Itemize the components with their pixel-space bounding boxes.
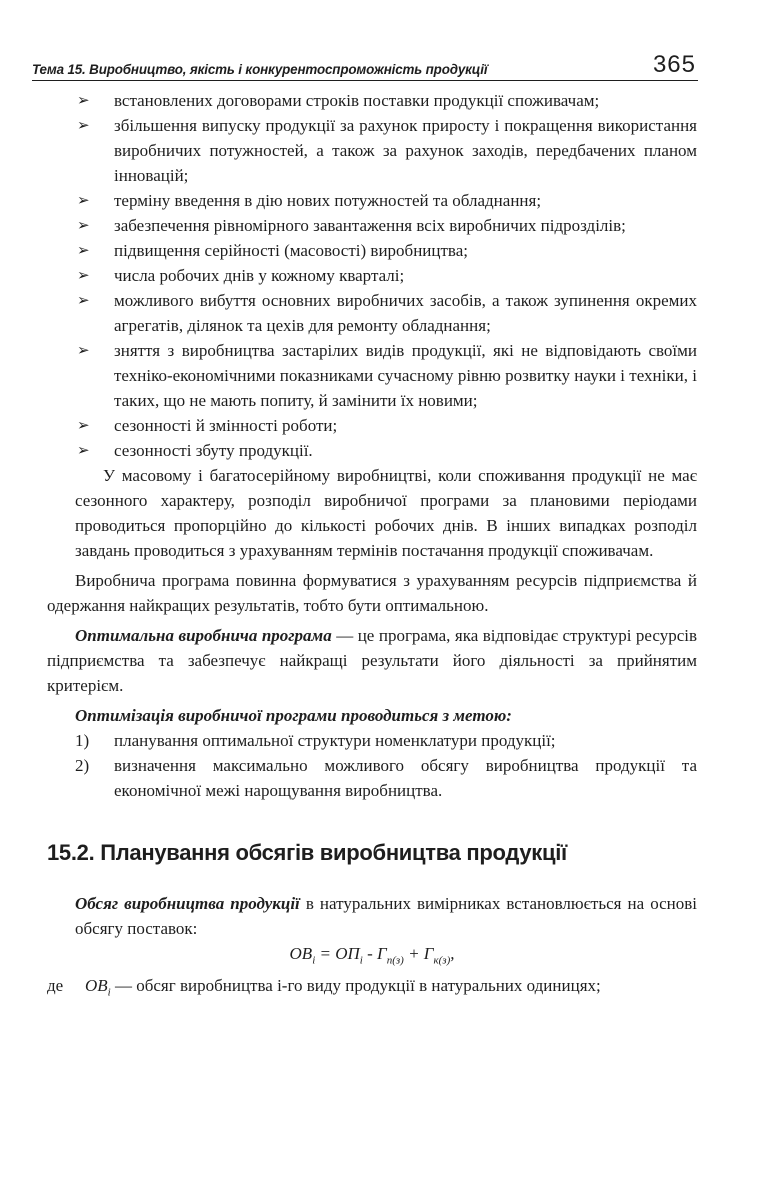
arrow-bullet-icon: ➢ bbox=[77, 341, 90, 359]
list-item: ➢ сезонності й змінності роботи; bbox=[75, 413, 697, 438]
arrow-bullet-icon: ➢ bbox=[77, 191, 90, 209]
definition-paragraph: Оптимальна виробнича програма — це програма, яка відповідає структурі ресурсів підприємства та забезпечує найкращі результати його діяльності за прийнятим критерієм. bbox=[47, 626, 698, 695]
arrow-bullet-icon: ➢ bbox=[77, 116, 90, 134]
list-item: ➢ зняття з виробництва застарілих видів продукції, які не відповідають своїми техніко-економічними показниками сучасному рівню розвитку науки і техніки, і таких, що не мають попиту, й замінити їх новими; bbox=[75, 338, 697, 413]
defined-term: Оптимальна виробнича програма bbox=[75, 626, 332, 645]
section-heading: 15.2. Планування обсягів виробництва продукції bbox=[47, 840, 567, 865]
arrow-bullet-icon: ➢ bbox=[77, 266, 90, 284]
arrow-bullet-icon: ➢ bbox=[77, 241, 90, 259]
running-header bbox=[32, 50, 698, 81]
numbered-item: 1) планування оптимальної структури номенклатури продукції; bbox=[75, 731, 556, 750]
numbered-item: 2) визначення максимально можливого обсягу виробництва продукції та економічної межі нарощування виробництва. bbox=[75, 756, 697, 800]
defined-term: Обсяг виробництва продукції bbox=[75, 894, 300, 913]
list-item: ➢ збільшення випуску продукції за рахунок приросту і покращення використання виробничих потужностей, а також за рахунок заходів, передбачених планом інновацій; bbox=[75, 113, 697, 188]
paragraph: У масовому і багатосерійному виробництві, коли споживання продукції не має сезонного характеру, розподіл виробничої програми за плановими періодами проводиться пропорційно до кількості робочих днів. В інших випадках розподіл завдань проводиться з урахуванням термінів постачання продукції споживачам. bbox=[75, 466, 697, 560]
arrow-bullet-icon: ➢ bbox=[77, 291, 90, 309]
list-item: ➢ підвищення серійності (масовості) виробництва; bbox=[75, 238, 697, 263]
formula: $ОВ_i = ОП_i - Г_{п(з)} + Г_{к(з)}$, bbox=[289, 944, 455, 967]
arrow-bullet-icon: ➢ bbox=[77, 416, 90, 434]
list-item: ➢ сезонності збуту продукції. bbox=[75, 438, 697, 463]
list-item: ➢ встановлених договорами строків поставки продукції споживачам; bbox=[75, 88, 697, 113]
arrow-bullet-icon: ➢ bbox=[77, 91, 90, 109]
list-item: ➢ можливого вибуття основних виробничих засобів, а також зупинення окремих агрегатів, ділянок та цехів для ремонту обладнання; bbox=[75, 288, 697, 338]
header-title: Тема 15. Виробництво, якість і конкурентоспроможність продукції bbox=[32, 62, 488, 77]
definition-paragraph: Обсяг виробництва продукції в натуральних вимірниках встановлюється на основі обсягу поставок: bbox=[75, 894, 698, 938]
page-number: 365 bbox=[652, 51, 696, 78]
paragraph: Виробнича програма повинна формуватися з урахуванням ресурсів підприємства й одержання найкращих результатів, тобто бути оптимальною. bbox=[47, 571, 697, 615]
list-item: ➢ терміну введення в дію нових потужностей та обладнання; bbox=[75, 188, 697, 213]
list-item: ➢ забезпечення рівномірного завантаження всіх виробничих підрозділів; bbox=[75, 213, 697, 238]
formula-legend: де $ОВ_i$ — обсяг виробництва i-го виду продукції в натуральних одиницях; bbox=[47, 976, 601, 999]
list-intro: Оптимізація виробничої програми проводиться з метою: bbox=[75, 706, 512, 725]
list-item: ➢ числа робочих днів у кожному кварталі; bbox=[75, 263, 697, 288]
arrow-bullet-icon: ➢ bbox=[77, 441, 90, 459]
page-body bbox=[47, 88, 698, 1006]
arrow-bullet-icon: ➢ bbox=[77, 216, 90, 234]
